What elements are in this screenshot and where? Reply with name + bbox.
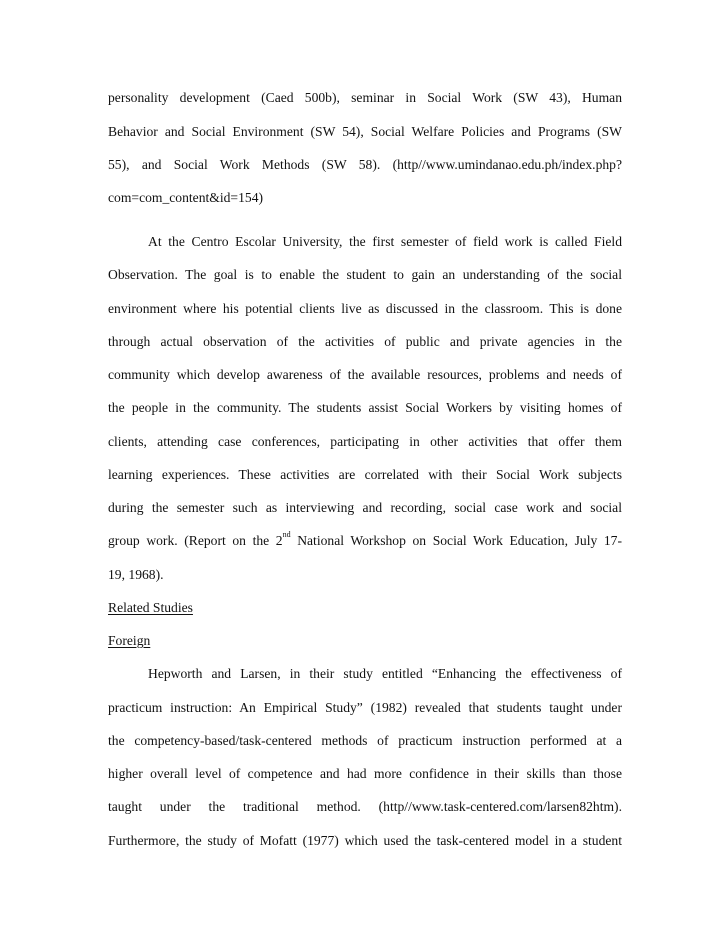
text-line: Furthermore, the study of Mofatt (1977) which used the task-centered model in a student: [108, 833, 622, 848]
text-line: learning experiences. These activities are correlated with their Social Work subjects: [108, 467, 622, 482]
text-line: Behavior and Social Environment (SW 54), Social Welfare Policies and Programs (SW: [108, 124, 622, 139]
text-segment: National Workshop on Social Work Education, July 17-: [290, 533, 622, 548]
text-line: clients, attending case conferences, participating in other activities that offer them: [108, 434, 622, 449]
text-line: practicum instruction: An Empirical Study” (1982) revealed that students taught under: [108, 700, 622, 715]
text-line: com=com_content&id=154): [108, 190, 264, 205]
text-line: during the semester such as interviewing and recording, social case work and social: [108, 500, 622, 515]
text-line: taught under the traditional method. (http//www.task-centered.com/larsen82htm).: [108, 799, 622, 814]
section-heading: [108, 600, 622, 616]
subsection-heading-text: Foreign: [108, 633, 151, 648]
text-line: personality development (Caed 500b), seminar in Social Work (SW 43), Human: [108, 90, 622, 105]
text-line: higher overall level of competence and had more confidence in their skills than those: [108, 766, 622, 781]
text-line: 55), and Social Work Methods (SW 58). (http//www.umindanao.edu.ph/index.php?: [108, 157, 622, 172]
paragraph-first-line: Hepworth and Larsen, in their study entitled “Enhancing the effectiveness of: [148, 666, 622, 681]
text-line: 19, 1968).: [108, 567, 164, 582]
text-segment: group work. (Report on the 2: [108, 533, 283, 548]
text-line: environment where his potential clients live as discussed in the classroom. This is done: [108, 301, 622, 316]
document-page: [108, 0, 622, 942]
text-line: community which develop awareness of the available resources, problems and needs of: [108, 367, 622, 382]
text-line: the competency-based/task-centered methods of practicum instruction performed at a: [108, 733, 622, 748]
text-line: the people in the community. The students assist Social Workers by visiting homes of: [108, 400, 622, 415]
workshop-citation-line: [108, 530, 622, 549]
text-line: Observation. The goal is to enable the student to gain an understanding of the social: [108, 267, 622, 282]
section-heading-text: Related Studies: [108, 600, 193, 615]
subsection-heading: [108, 633, 622, 649]
text-line: through actual observation of the activities of public and private agencies in the: [108, 334, 622, 349]
paragraph-first-line: At the Centro Escolar University, the first semester of field work is called Field: [148, 234, 622, 249]
ordinal-superscript: nd: [282, 530, 291, 540]
